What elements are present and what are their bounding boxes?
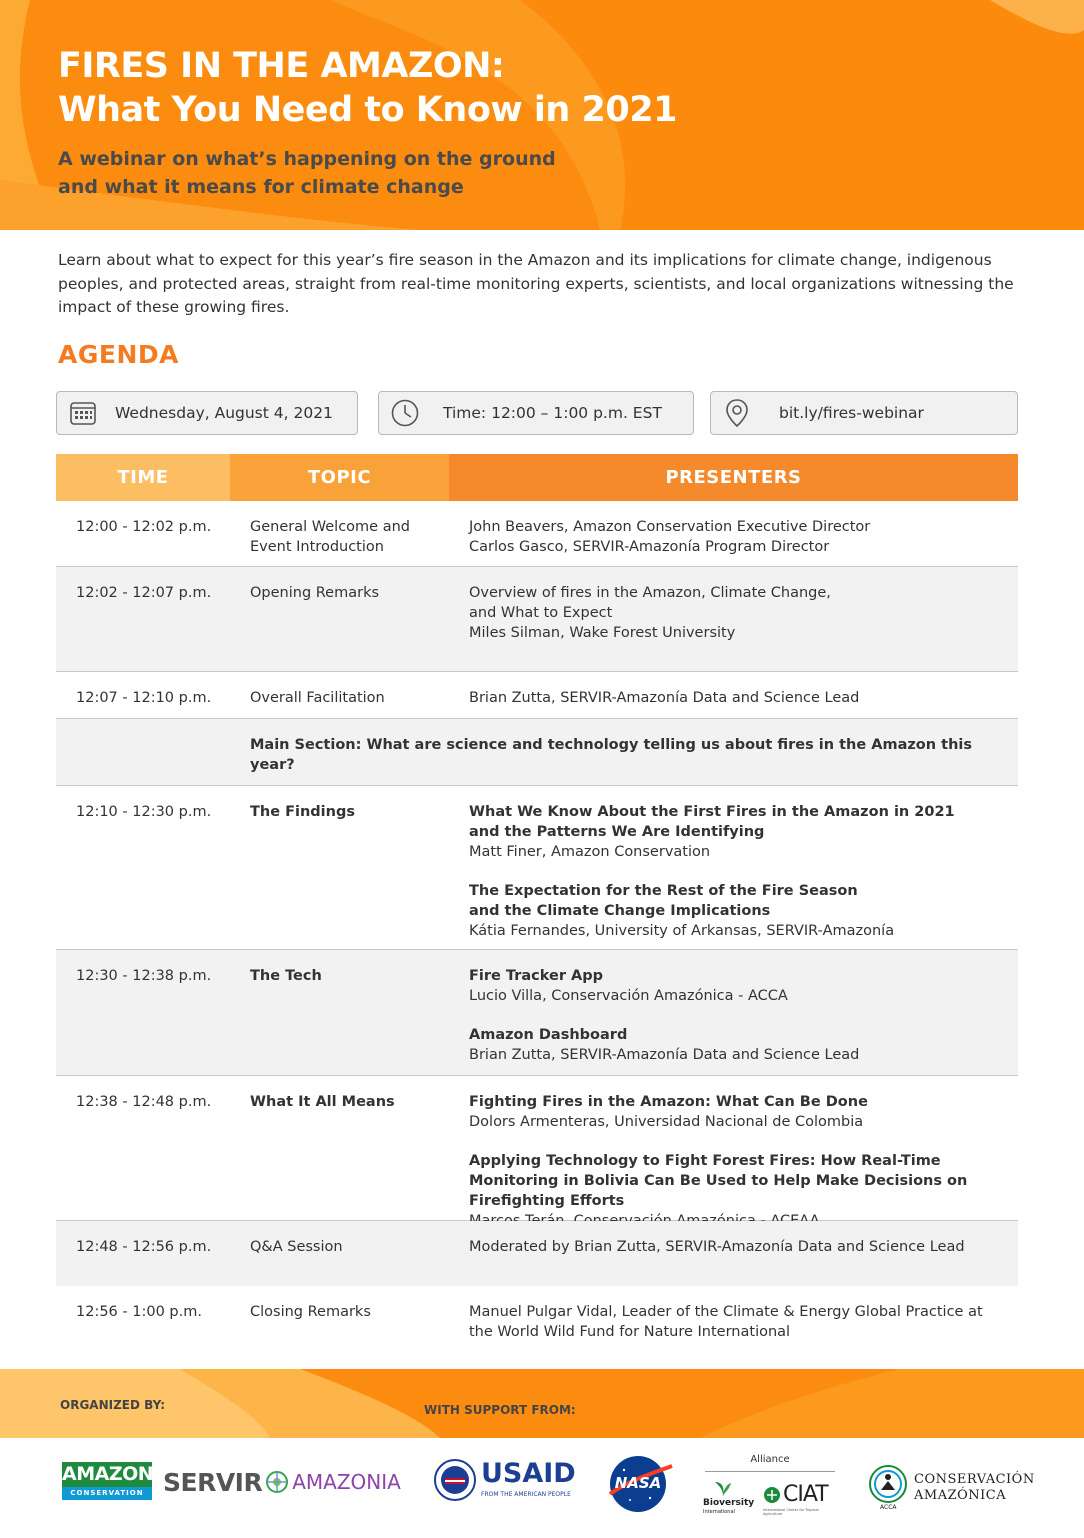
header-topic: TOPIC [230, 454, 449, 501]
header-banner [0, 0, 1084, 230]
acca-emblem-icon [868, 1464, 908, 1504]
row-topic: Closing Remarks [250, 1304, 371, 1320]
row-presenters [469, 517, 1009, 557]
row-presenters [469, 583, 1009, 643]
row-presenters [469, 1237, 1009, 1257]
row-time: 12:00 - 12:02 p.m. [76, 519, 212, 535]
presenter: Lucio Villa, Conservación Amazónica - ACCA [469, 988, 788, 1004]
agenda-heading: AGENDA [58, 340, 179, 369]
row-presenters [469, 802, 1009, 941]
table-row [56, 1076, 1018, 1221]
session-title: The Expectation for the Rest of the Fire Season and the Climate Change Implications [469, 883, 858, 919]
table-row [56, 1221, 1018, 1286]
intro-paragraph: Learn about what to expect for this year’s fire season in the Amazon and its implications for climate change, indigenous peoples, and protected areas, straight from real-time monitoring experts, scientists, and local organizations witnessing the impact of these growing fires. [58, 251, 1014, 316]
date-text: Wednesday, August 4, 2021 [115, 404, 333, 422]
table-row [56, 950, 1018, 1076]
row-time: 12:30 - 12:38 p.m. [76, 968, 212, 984]
row-presenters [469, 966, 1009, 1065]
presenter: John Beavers, Amazon Conservation Executive Director [469, 519, 871, 535]
link-box[interactable] [710, 391, 1018, 435]
session-title: Amazon Dashboard [469, 1027, 628, 1043]
row-topic: What It All Means [250, 1094, 395, 1110]
table-row [56, 1286, 1018, 1356]
date-box [56, 391, 358, 435]
table-row [56, 501, 1018, 567]
presenter: Kátia Fernandes, University of Arkansas, SERVIR-Amazonía [469, 923, 895, 939]
session-line: and What to Expect [469, 605, 613, 621]
row-time: 12:38 - 12:48 p.m. [76, 1094, 212, 1110]
row-time: 12:02 - 12:07 p.m. [76, 585, 212, 601]
calendar-icon [57, 392, 109, 434]
presenter: Dolors Armenteras, Universidad Nacional de Colombia [469, 1114, 864, 1130]
organized-by-label: ORGANIZED BY: [60, 1398, 166, 1412]
row-time: 12:07 - 12:10 p.m. [76, 690, 212, 706]
table-row [56, 786, 1018, 950]
presenter: Moderated by Brian Zutta, SERVIR-Amazonía Data and Science Lead [469, 1239, 965, 1255]
title-line-1: FIRES IN THE AMAZON: [58, 46, 505, 86]
presenter: Manuel Pulgar Vidal, Leader of the Climate & Energy Global Practice at the World Wild Fund for Nature International [469, 1304, 983, 1340]
row-topic: The Findings [250, 804, 355, 820]
header-time: TIME [56, 454, 230, 501]
servir-amazonia-logo: SERVIR AMAZONIA [163, 1467, 401, 1497]
alliance-bioversity-ciat-logo: Alliance Bioversity International CIAT International Center for Tropical Agriculture [703, 1454, 837, 1520]
row-topic: Q&A Session [250, 1239, 343, 1255]
presenter: Miles Silman, Wake Forest University [469, 625, 736, 641]
section-row [56, 719, 1018, 786]
presenter: Brian Zutta, SERVIR-Amazonía Data and Science Lead [469, 1047, 860, 1063]
time-text: Time: 12:00 – 1:00 p.m. EST [443, 404, 662, 422]
time-box [378, 391, 694, 435]
nasa-logo: NASA [606, 1454, 674, 1514]
table-row [56, 567, 1018, 672]
logos-strip [0, 1438, 1084, 1538]
row-presenters [469, 688, 1009, 708]
row-presenters [469, 1302, 999, 1342]
clock-icon [379, 392, 431, 434]
usaid-seal-icon [433, 1458, 477, 1502]
usaid-logo: USAID FROM THE AMERICAN PEOPLE [433, 1458, 579, 1504]
link-text[interactable]: bit.ly/fires-webinar [779, 404, 924, 422]
amazon-conservation-logo: AMAZON CONSERVATION [62, 1462, 152, 1500]
title-line-2: What You Need to Know in 2021 [58, 90, 677, 130]
leaf-icon [713, 1478, 733, 1498]
header-presenters: PRESENTERS [449, 454, 1018, 501]
row-topic: General Welcome and Event Introduction [250, 519, 410, 555]
row-presenters [469, 1092, 1009, 1231]
session-title: Applying Technology to Fight Forest Fires: How Real-Time Monitoring in Bolivia Can Be Used to Help Make Decisions on Firefighting Efforts [469, 1153, 968, 1209]
main-section-title: Main Section: What are science and technology telling us about fires in the Amazon this year? [250, 737, 972, 773]
conservacion-amazonica-logo: ACCA CONSERVACIÓN AMAZÓNICA [868, 1464, 1028, 1516]
support-from-label: WITH SUPPORT FROM: [424, 1403, 576, 1417]
subtitle-line-1: A webinar on what’s happening on the ground [58, 148, 556, 170]
session-line: Overview of fires in the Amazon, Climate Change, [469, 585, 831, 601]
session-title: Fire Tracker App [469, 968, 604, 984]
subtitle-line-2: and what it means for climate change [58, 176, 464, 198]
row-topic: Overall Facilitation [250, 690, 385, 706]
presenter: Carlos Gasco, SERVIR-Amazonía Program Director [469, 539, 830, 555]
session-title: Fighting Fires in the Amazon: What Can Be Done [469, 1094, 868, 1110]
table-row [56, 672, 1018, 719]
presenter: Matt Finer, Amazon Conservation [469, 844, 711, 860]
row-topic: Opening Remarks [250, 585, 380, 601]
presenter: Brian Zutta, SERVIR-Amazonía Data and Science Lead [469, 690, 860, 706]
agenda-table-header [56, 454, 1018, 501]
row-time: 12:10 - 12:30 p.m. [76, 804, 212, 820]
ciat-leaf-icon [763, 1486, 781, 1504]
globe-icon [264, 1469, 290, 1495]
session-title: What We Know About the First Fires in the Amazon in 2021 and the Patterns We Are Identifying [469, 804, 955, 840]
row-time: 12:56 - 1:00 p.m. [76, 1304, 202, 1320]
row-time: 12:48 - 12:56 p.m. [76, 1239, 212, 1255]
row-topic: The Tech [250, 968, 322, 984]
location-pin-icon [711, 392, 763, 434]
